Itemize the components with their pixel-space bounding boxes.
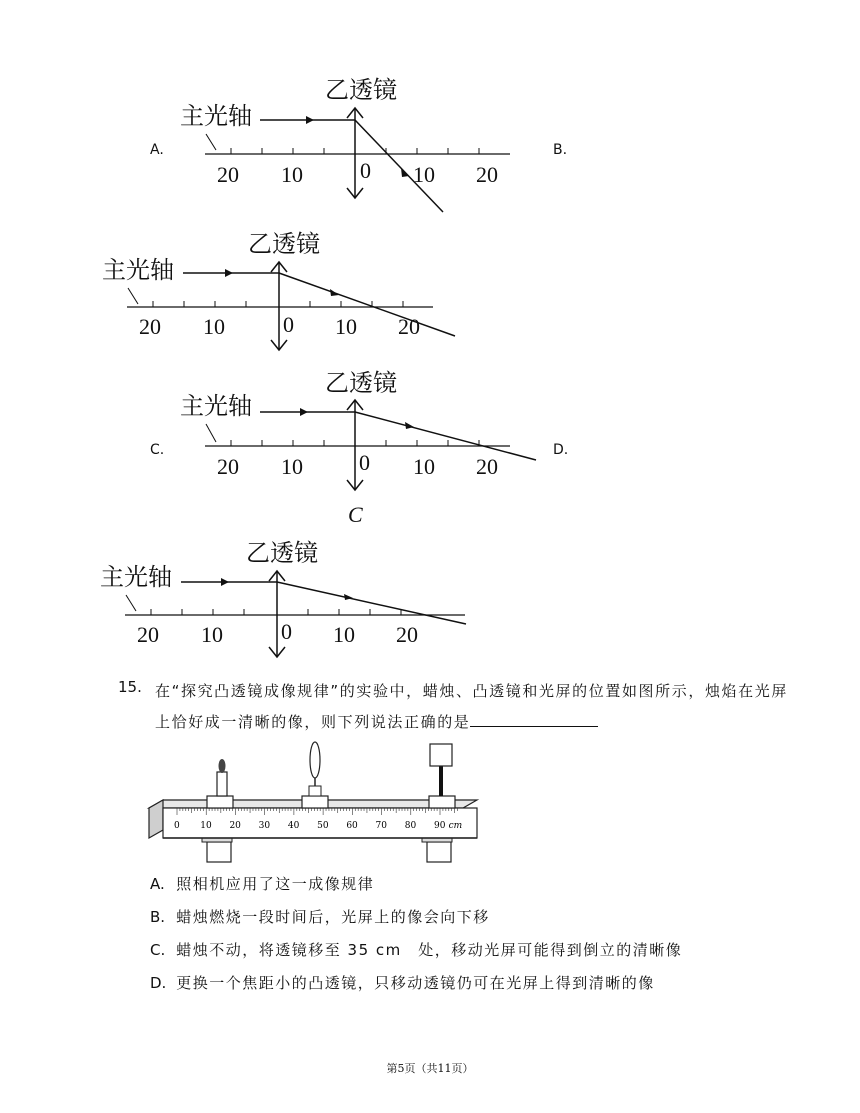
lens-label: 乙透镜 xyxy=(325,76,397,104)
choice-text: 更换一个焦距小的凸透镜，只移动透镜仍可在光屏上得到清晰的像 xyxy=(176,974,655,992)
ruler-tick-label: 90 xyxy=(434,821,446,831)
axis-label: 主光轴 xyxy=(100,563,172,591)
option-marker-d: D. xyxy=(553,442,569,458)
choice-a[interactable] xyxy=(150,873,374,894)
optical-bench-figure xyxy=(143,738,483,866)
tick-label: 20 xyxy=(476,454,498,479)
option-marker-a: A. xyxy=(150,142,164,158)
axis-label: 主光轴 xyxy=(102,256,174,284)
tick-label: 20 xyxy=(217,454,239,479)
tick-label: 20 xyxy=(217,162,239,187)
page-footer: 第5页（共11页） xyxy=(386,1062,474,1075)
tick-label: 0 xyxy=(283,312,294,337)
tick-label: 10 xyxy=(281,454,303,479)
ray-diagram-c xyxy=(0,364,560,494)
option-marker-c: C. xyxy=(150,442,165,458)
choice-text: 照相机应用了这一成像规律 xyxy=(176,875,375,893)
tick-label: 10 xyxy=(201,622,223,647)
tick-label: 0 xyxy=(360,158,371,183)
choice-key: B. xyxy=(150,908,166,926)
question-text xyxy=(155,676,795,738)
answer-blank xyxy=(470,712,598,727)
tick-label: 20 xyxy=(476,162,498,187)
refracted-ray xyxy=(279,273,455,336)
candle xyxy=(217,772,227,796)
question-stem: 在“探究凸透镜成像规律”的实验中，蜡烛、凸透镜和光屏的位置如图所示，烛焰在光屏上恰好成一清晰的像，则下列说法正确的是 xyxy=(155,682,788,731)
tick-label: 0 xyxy=(359,450,370,475)
refracted-ray xyxy=(277,582,466,624)
convex-lens-icon xyxy=(310,742,320,778)
ruler-tick-label: 40 xyxy=(287,821,300,831)
tick-label: 10 xyxy=(413,454,435,479)
ray-diagram-b xyxy=(0,226,560,356)
option-marker-b: B. xyxy=(553,142,568,158)
ray-diagram-d xyxy=(0,535,560,665)
lens-label: 乙透镜 xyxy=(248,230,320,258)
ruler-tick-label: 30 xyxy=(258,821,271,831)
ruler-tick-label: 80 xyxy=(404,821,417,831)
question-number: 15. xyxy=(118,678,142,696)
choice-text: 蜡烛燃烧一段时间后，光屏上的像会向下移 xyxy=(176,908,490,926)
tick-label: 10 xyxy=(335,314,357,339)
choice-b[interactable] xyxy=(150,906,490,927)
ruler-tick-label: 0 xyxy=(174,821,180,831)
ruler-tick-label: 10 xyxy=(200,821,212,831)
tick-label: 0 xyxy=(281,619,292,644)
axis-label-leader xyxy=(206,134,216,150)
candle-flame-icon xyxy=(219,759,226,773)
tick-label: 20 xyxy=(396,622,418,647)
tick-label: 10 xyxy=(333,622,355,647)
choice-text: 蜡烛不动，将透镜移至 35 cm 处，移动光屏可能得到倒立的清晰像 xyxy=(176,941,683,959)
choice-key: C. xyxy=(150,941,166,959)
choice-key: D. xyxy=(150,974,167,992)
ruler-tick-label: 70 xyxy=(375,821,388,831)
tick-label: 10 xyxy=(281,162,303,187)
lens-label: 乙透镜 xyxy=(325,369,397,397)
ruler-tick-label: 60 xyxy=(346,821,358,831)
choice-key: A. xyxy=(150,875,165,893)
tick-label: 20 xyxy=(139,314,161,339)
choice-d[interactable] xyxy=(150,972,655,993)
choice-c[interactable] xyxy=(150,939,682,960)
axis-label: 主光轴 xyxy=(180,102,252,130)
tick-label: 10 xyxy=(413,162,435,187)
ruler-tick-label: cm xyxy=(448,821,463,831)
ruler-tick-label: 50 xyxy=(317,821,329,831)
ruler-tick-label: 20 xyxy=(229,821,241,831)
tick-label: 20 xyxy=(137,622,159,647)
figure-caption: C xyxy=(348,502,363,527)
ray-diagram-a xyxy=(0,70,560,230)
tick-label: 10 xyxy=(203,314,225,339)
light-screen xyxy=(430,744,452,766)
tick-label: 20 xyxy=(398,314,420,339)
refracted-ray xyxy=(355,412,536,460)
lens-label: 乙透镜 xyxy=(246,539,318,567)
axis-label: 主光轴 xyxy=(180,392,252,420)
